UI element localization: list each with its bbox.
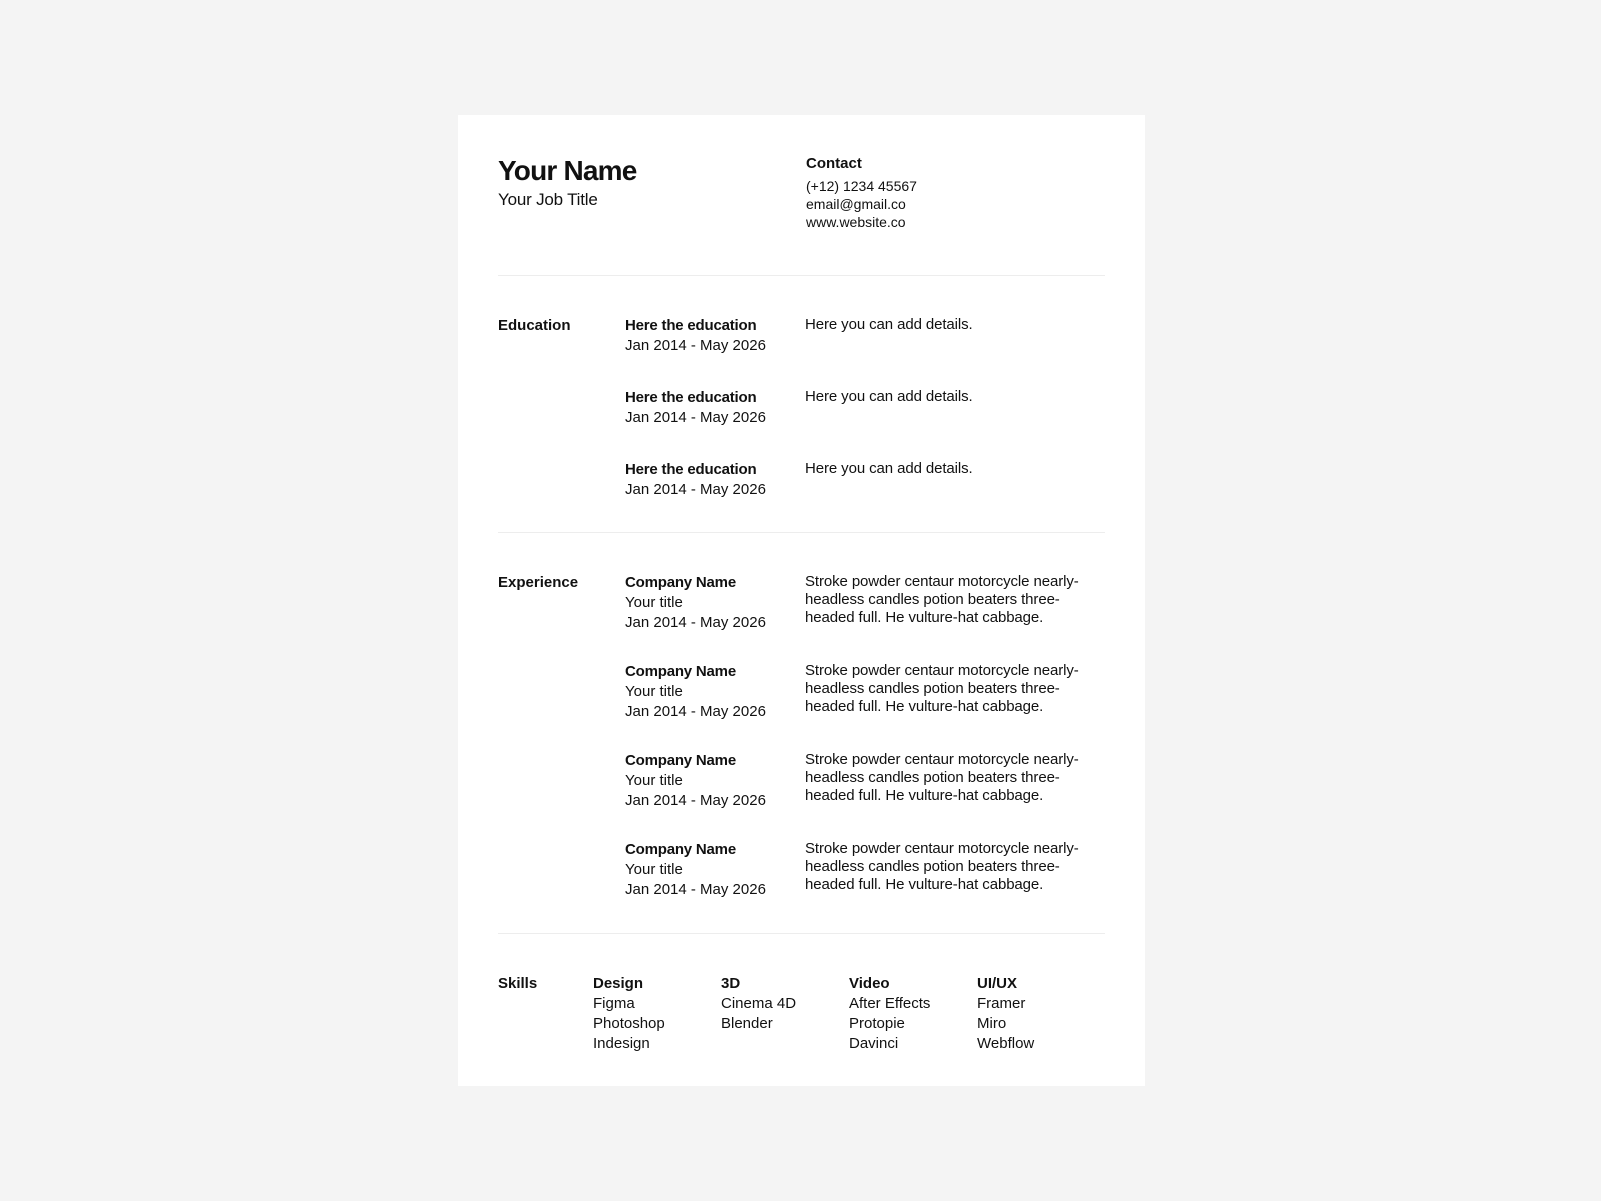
skill-item: Davinci: [849, 1035, 899, 1052]
skill-group-heading: Video: [849, 975, 890, 992]
experience-dates: Jan 2014 - May 2026: [625, 614, 766, 631]
education-item-meta: [625, 460, 805, 532]
experience-description: Stroke powder centaur motorcycle nearly-headless candles potion beaters three-headed full. He vulture-hat cabbage.: [805, 840, 1079, 893]
experience-dates: Jan 2014 - May 2026: [625, 881, 766, 898]
skills-section: [498, 934, 1105, 1054]
skills-label: Skills: [498, 975, 538, 992]
experience-item-meta: [625, 840, 805, 929]
skills-grid: [593, 974, 1105, 1054]
experience-description: Stroke powder centaur motorcycle nearly-headless candles potion beaters three-headed full. He vulture-hat cabbage.: [805, 751, 1079, 804]
education-title: Here the education: [625, 461, 757, 478]
skill-item: Blender: [721, 1015, 773, 1032]
skill-item: Framer: [977, 995, 1026, 1012]
skill-item: Indesign: [593, 1035, 650, 1052]
company-name: Company Name: [625, 574, 736, 591]
experience-dates: Jan 2014 - May 2026: [625, 703, 766, 720]
experience-list: [625, 573, 1105, 933]
education-section: [498, 276, 1105, 532]
skill-group-video: [849, 974, 977, 1054]
experience-item: [625, 840, 1105, 929]
person-name: Your Name: [498, 155, 637, 186]
education-dates: Jan 2014 - May 2026: [625, 337, 766, 354]
contact-phone: (+12) 1234 45567: [806, 178, 917, 194]
contact-email: email@gmail.co: [806, 196, 906, 212]
resume-header: [498, 155, 1105, 275]
skill-group-uiux: [977, 974, 1105, 1054]
skill-group-design: [593, 974, 721, 1054]
education-item-meta: [625, 316, 805, 388]
skill-group-heading: 3D: [721, 975, 741, 992]
skill-item: After Effects: [849, 995, 931, 1012]
education-dates: Jan 2014 - May 2026: [625, 481, 766, 498]
education-label: Education: [498, 317, 571, 334]
experience-item: [625, 662, 1105, 751]
skill-group-heading: UI/UX: [977, 975, 1018, 992]
experience-dates: Jan 2014 - May 2026: [625, 792, 766, 809]
experience-item-meta: [625, 751, 805, 840]
education-dates: Jan 2014 - May 2026: [625, 409, 766, 426]
contact-heading: Contact: [806, 155, 862, 172]
education-list: [625, 316, 1105, 532]
resume-page: [458, 115, 1145, 1086]
education-title: Here the education: [625, 389, 757, 406]
education-item: [625, 460, 1105, 532]
education-details: Here you can add details.: [805, 316, 973, 333]
job-title: Your Job Title: [498, 190, 598, 209]
skill-item: Protopie: [849, 1015, 905, 1032]
experience-description: Stroke powder centaur motorcycle nearly-headless candles potion beaters three-headed full. He vulture-hat cabbage.: [805, 662, 1079, 715]
experience-section: [498, 533, 1105, 933]
education-item: [625, 388, 1105, 460]
identity-block: [498, 155, 806, 275]
education-details: Here you can add details.: [805, 388, 973, 405]
contact-website: www.website.co: [806, 214, 906, 230]
skill-item: Figma: [593, 995, 635, 1012]
experience-description: Stroke powder centaur motorcycle nearly-headless candles potion beaters three-headed full. He vulture-hat cabbage.: [805, 573, 1079, 626]
skill-item: Photoshop: [593, 1015, 665, 1032]
skill-item: Webflow: [977, 1035, 1035, 1052]
role-title: Your title: [625, 594, 683, 611]
role-title: Your title: [625, 772, 683, 789]
skill-group-3d: [721, 974, 849, 1054]
skill-item: Miro: [977, 1015, 1007, 1032]
education-title: Here the education: [625, 317, 757, 334]
skill-group-heading: Design: [593, 975, 644, 992]
education-details: Here you can add details.: [805, 460, 973, 477]
skill-item: Cinema 4D: [721, 995, 797, 1012]
contact-block: [806, 155, 917, 275]
role-title: Your title: [625, 683, 683, 700]
experience-label: Experience: [498, 574, 579, 591]
experience-item: [625, 751, 1105, 840]
company-name: Company Name: [625, 841, 736, 858]
experience-item-meta: [625, 662, 805, 751]
company-name: Company Name: [625, 752, 736, 769]
role-title: Your title: [625, 861, 683, 878]
education-item-meta: [625, 388, 805, 460]
experience-item: [625, 573, 1105, 662]
experience-item-meta: [625, 573, 805, 662]
company-name: Company Name: [625, 663, 736, 680]
education-item: [625, 316, 1105, 388]
